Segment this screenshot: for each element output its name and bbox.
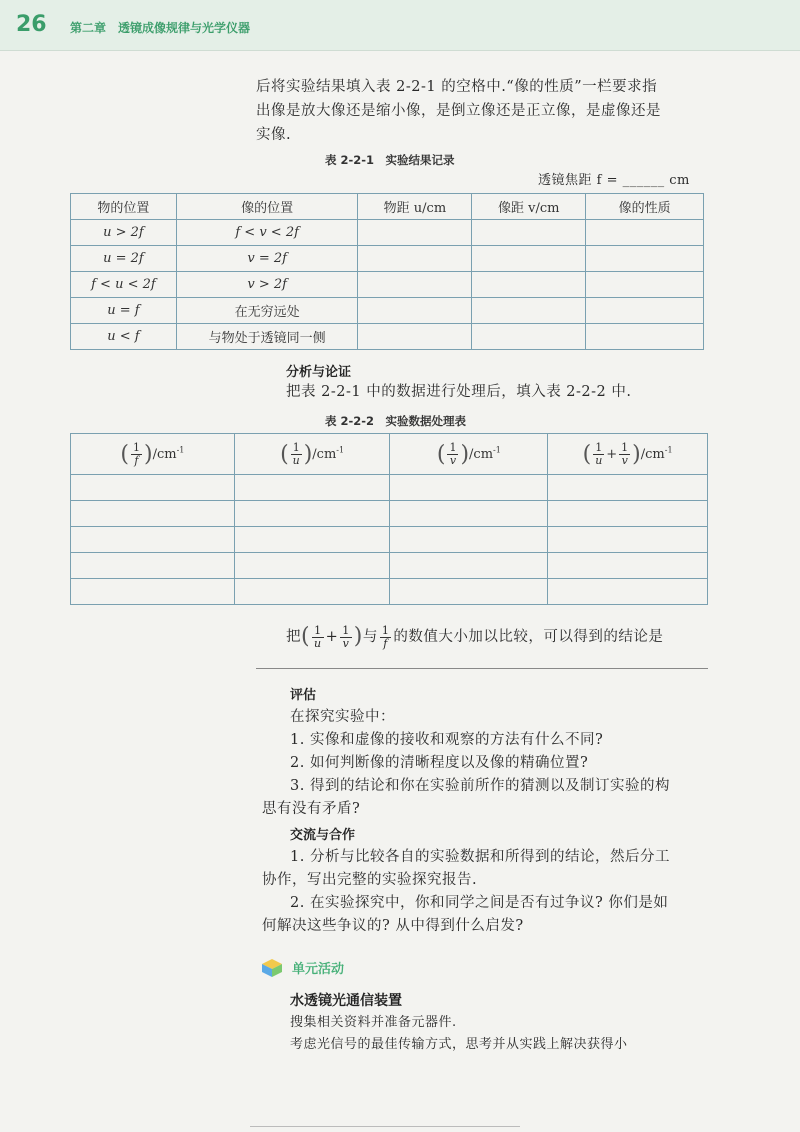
col-image-nature: 像的性质 xyxy=(586,194,704,220)
table1-header-row xyxy=(71,194,704,220)
table-row xyxy=(71,501,708,527)
cell-object-pos: u = 2f xyxy=(71,246,177,272)
table-row xyxy=(71,298,704,324)
cell-object-pos: u < f xyxy=(71,324,177,350)
evaluation-heading: 评估 xyxy=(290,688,317,703)
cell-empty xyxy=(472,246,586,272)
col-image-distance: 像距 v/cm xyxy=(472,194,586,220)
cell-empty xyxy=(71,475,235,501)
cell-empty xyxy=(358,220,472,246)
cell-empty xyxy=(472,298,586,324)
table-row xyxy=(71,553,708,579)
cell-empty xyxy=(234,527,390,553)
cell-empty xyxy=(586,272,704,298)
cell-empty xyxy=(71,553,235,579)
cell-empty xyxy=(548,553,708,579)
cell-empty xyxy=(234,475,390,501)
cell-empty xyxy=(586,298,704,324)
cell-image-pos: 在无穷远处 xyxy=(176,298,358,324)
table-row xyxy=(71,220,704,246)
cell-empty xyxy=(472,272,586,298)
table2-caption: 表 2-2-2 实验数据处理表 xyxy=(325,414,467,428)
col-image-position: 像的位置 xyxy=(176,194,358,220)
chapter-title: 第二章 透镜成像规律与光学仪器 xyxy=(70,21,251,35)
activity-title: 水透镜光通信装置 xyxy=(290,993,402,1009)
exchange-heading: 交流与合作 xyxy=(290,828,356,843)
table-row xyxy=(71,527,708,553)
answer-line xyxy=(256,668,708,669)
cell-empty xyxy=(358,246,472,272)
intro-line-2: 出像是放大像还是缩小像，是倒立像还是正立像，是虚像还是 xyxy=(256,103,661,119)
page-header xyxy=(0,0,800,51)
table1-caption: 表 2-2-1 实验结果记录 xyxy=(325,153,455,167)
cell-empty xyxy=(390,579,548,605)
activity-line-1: 搜集相关资料并准备元器件. xyxy=(290,1015,457,1030)
col-inv-u: ( $\frac{1}{u}$ )$/cm^{-1}$ xyxy=(234,434,390,475)
col-inv-v: ( $\frac{1}{v}$ )$/cm^{-1}$ xyxy=(390,434,548,475)
cell-empty xyxy=(234,501,390,527)
processing-table xyxy=(70,433,708,605)
cell-object-pos: f < u < 2f xyxy=(71,272,177,298)
intro-line-1: 后将实验结果填入表 2-2-1 的空格中.“像的性质”一栏要求指 xyxy=(256,79,658,95)
cell-empty xyxy=(586,324,704,350)
evaluation-item-1: 1. 实像和虚像的接收和观察的方法有什么不同? xyxy=(290,732,604,748)
col-inv-f: ( $\frac{1}{f}$ )$/cm^{-1}$ xyxy=(71,434,235,475)
activity-cube-icon xyxy=(260,958,284,978)
cell-empty xyxy=(472,220,586,246)
cell-empty xyxy=(390,553,548,579)
cell-object-pos: u > 2f xyxy=(71,220,177,246)
activity-line-2: 考虑光信号的最佳传输方式，思考并从实践上解决获得小 xyxy=(290,1037,628,1052)
table-row xyxy=(71,475,708,501)
cell-image-pos: v > 2f xyxy=(176,272,358,298)
cell-image-pos: f < v < 2f xyxy=(176,220,358,246)
col-inv-u-plus-inv-v: ( $\frac{1}{u}$ + $\frac{1}{v}$ )$/cm^{-1}$ xyxy=(548,434,708,475)
table-row xyxy=(71,246,704,272)
cell-empty xyxy=(548,501,708,527)
evaluation-item-3: 3. 得到的结论和你在实验前所作的猜测以及制订实验的构 xyxy=(290,778,670,794)
cell-empty xyxy=(548,579,708,605)
cell-object-pos: u = f xyxy=(71,298,177,324)
cell-empty xyxy=(358,324,472,350)
cell-empty xyxy=(472,324,586,350)
analysis-text: 把表 2-2-1 中的数据进行处理后，填入表 2-2-2 中. xyxy=(286,384,632,400)
cell-empty xyxy=(548,527,708,553)
focal-length-note: 透镜焦距 f = ______ cm xyxy=(538,173,690,188)
cell-empty xyxy=(586,246,704,272)
cell-image-pos: 与物处于透镜同一侧 xyxy=(176,324,358,350)
table-row xyxy=(71,579,708,605)
evaluation-item-3-cont: 思有没有矛盾? xyxy=(262,801,361,817)
table-row xyxy=(71,324,704,350)
exchange-p2b: 何解决这些争议的? 从中得到什么启发? xyxy=(262,918,524,934)
page-number: 26 xyxy=(16,12,47,37)
cell-empty xyxy=(358,272,472,298)
exchange-p1b: 协作，写出完整的实验探究报告. xyxy=(262,872,478,888)
cell-empty xyxy=(358,298,472,324)
col-object-distance: 物距 u/cm xyxy=(358,194,472,220)
cell-image-pos: v = 2f xyxy=(176,246,358,272)
unit-activity-label: 单元活动 xyxy=(292,962,345,977)
cell-empty xyxy=(234,579,390,605)
cell-empty xyxy=(71,501,235,527)
cell-empty xyxy=(390,475,548,501)
cell-empty xyxy=(548,475,708,501)
comparison-text: 把( $\frac{1}{u}$ + $\frac{1}{v}$ )与 $\frac{1}{f}$ 的数值大小加以比较，可以得到的结论是 xyxy=(286,623,664,650)
cell-empty xyxy=(71,527,235,553)
page-bottom-rule xyxy=(250,1126,520,1127)
col-object-position: 物的位置 xyxy=(71,194,177,220)
cell-empty xyxy=(390,501,548,527)
analysis-heading: 分析与论证 xyxy=(286,365,352,380)
cell-empty xyxy=(234,553,390,579)
cell-empty xyxy=(390,527,548,553)
cell-empty xyxy=(586,220,704,246)
evaluation-intro: 在探究实验中： xyxy=(290,709,395,725)
exchange-p1a: 1. 分析与比较各自的实验数据和所得到的结论，然后分工 xyxy=(290,849,670,865)
evaluation-item-2: 2. 如何判断像的清晰程度以及像的精确位置? xyxy=(290,755,589,771)
exchange-p2a: 2. 在实验探究中，你和同学之间是否有过争议? 你们是如 xyxy=(290,895,669,911)
cell-empty xyxy=(71,579,235,605)
results-table xyxy=(70,193,704,350)
table-row xyxy=(71,272,704,298)
intro-line-3: 实像. xyxy=(256,127,292,143)
table2-header-row xyxy=(71,434,708,475)
